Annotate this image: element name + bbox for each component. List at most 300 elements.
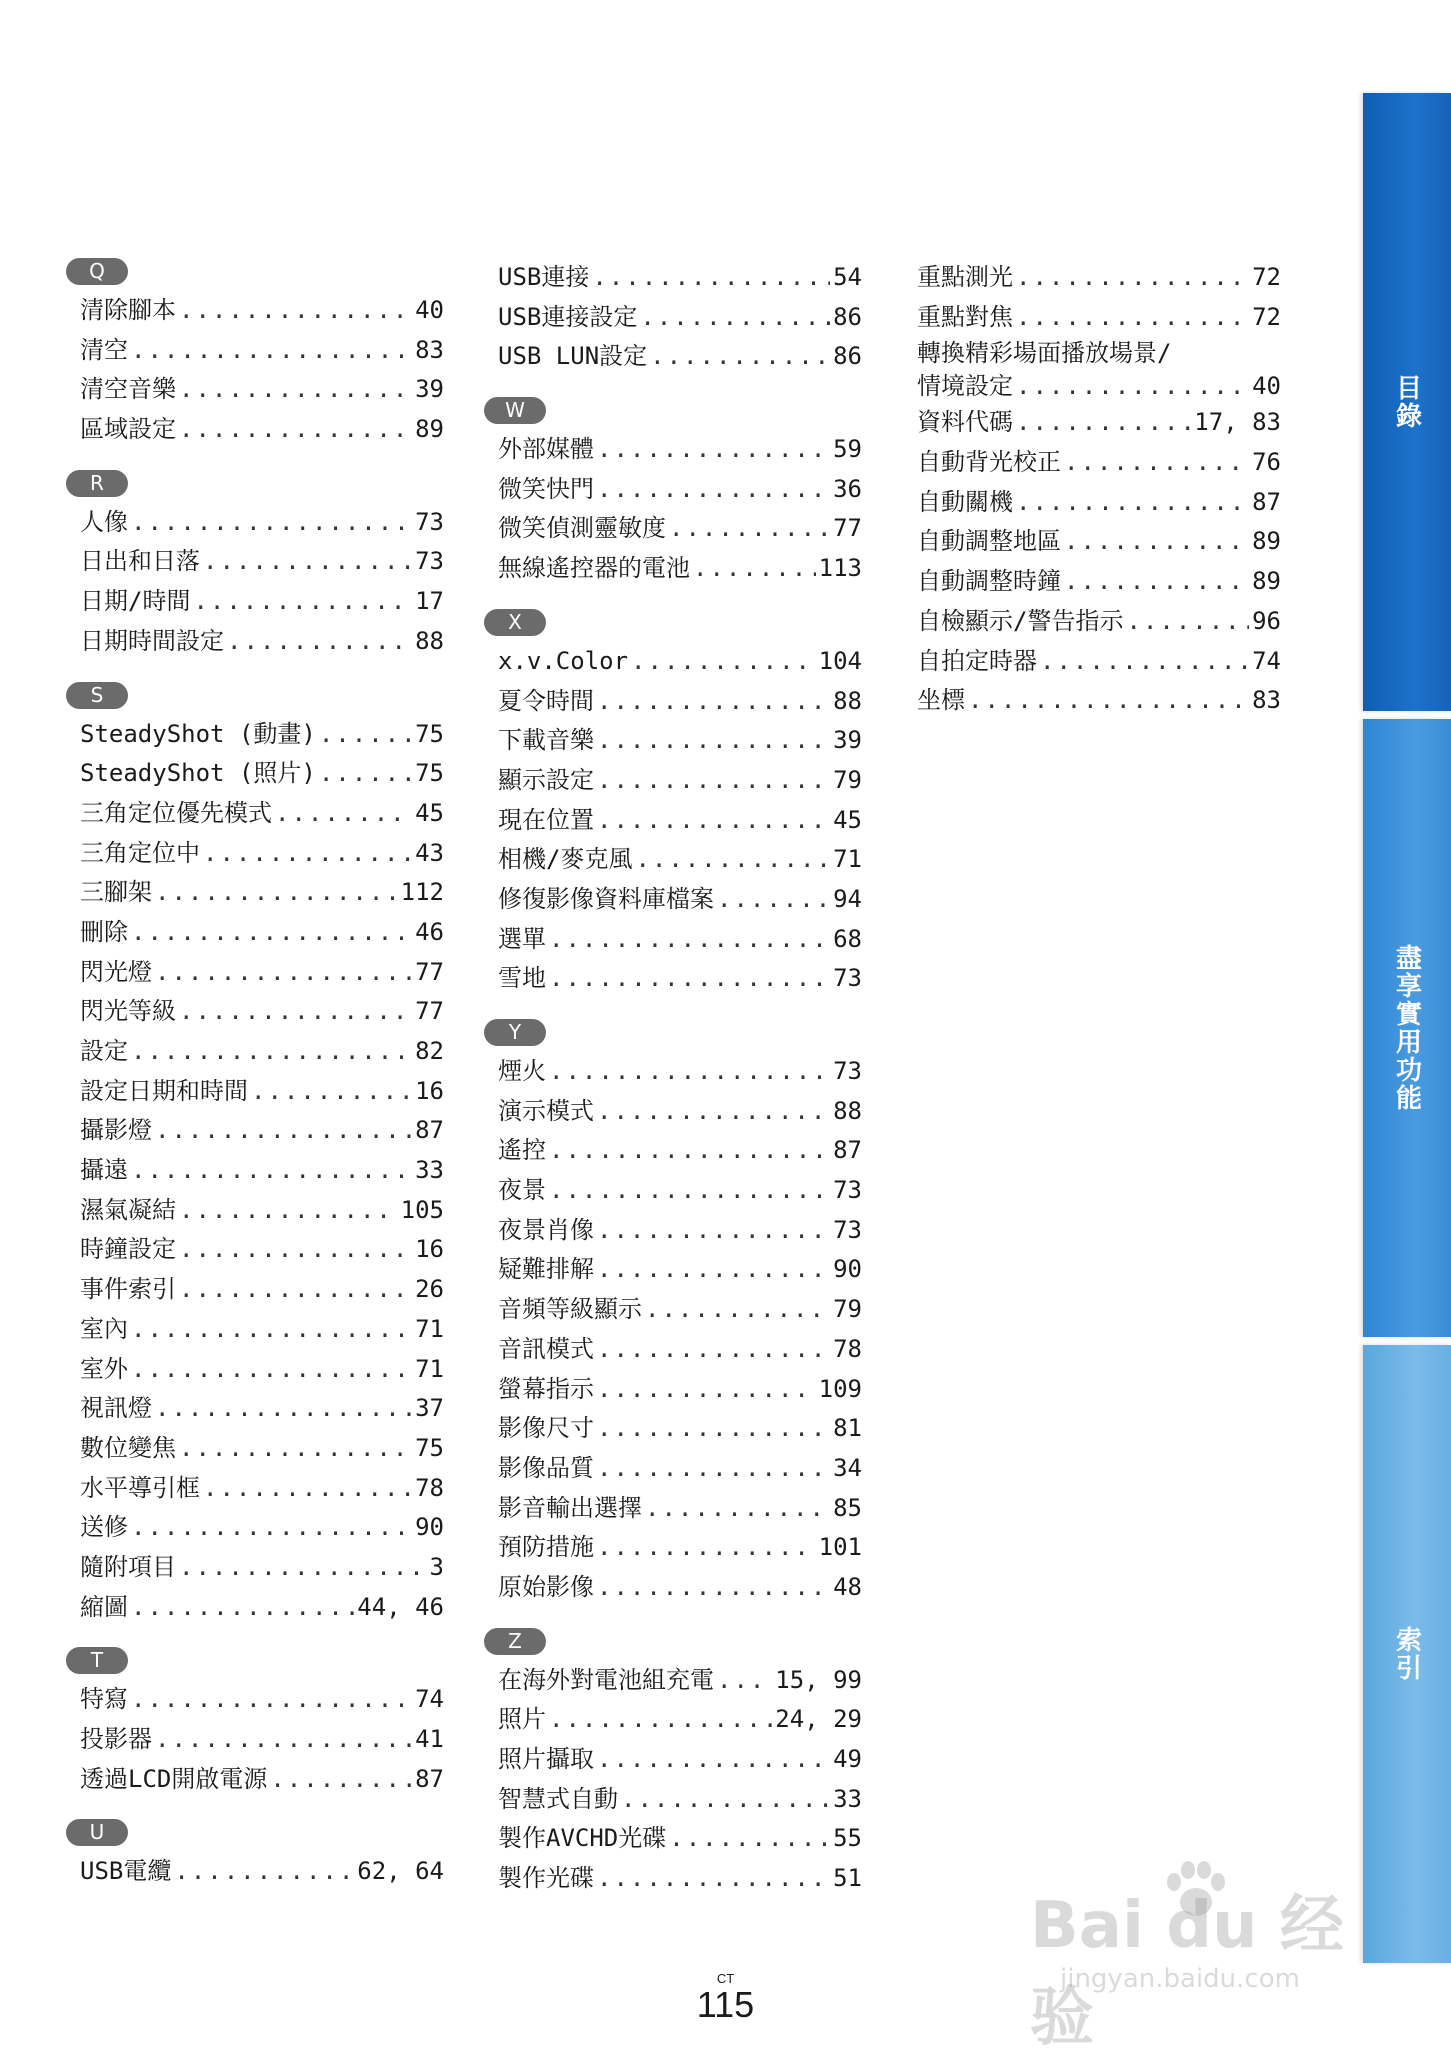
dot-leader bbox=[1064, 443, 1249, 483]
section-letter-badge: R bbox=[66, 470, 128, 497]
dot-leader bbox=[270, 1760, 412, 1800]
index-term: 自動調整地區 bbox=[917, 527, 1061, 556]
index-term: 時鐘設定 bbox=[80, 1235, 176, 1264]
dot-leader bbox=[597, 1092, 830, 1132]
section-letter-badge: Z bbox=[484, 1628, 546, 1655]
index-term: 顯示設定 bbox=[498, 765, 594, 794]
index-entry[interactable] bbox=[66, 873, 444, 913]
index-entry[interactable] bbox=[66, 1548, 444, 1588]
index-entry[interactable] bbox=[903, 642, 1281, 682]
index-page-ref[interactable]: 73 bbox=[415, 507, 444, 536]
index-entry[interactable] bbox=[66, 503, 444, 543]
dot-leader bbox=[155, 1720, 412, 1760]
index-term: 三角定位優先模式 bbox=[80, 798, 272, 827]
index-entry[interactable] bbox=[903, 258, 1281, 298]
dot-leader bbox=[131, 331, 412, 371]
index-page-ref[interactable]: 113 bbox=[818, 554, 862, 583]
tab-contents[interactable] bbox=[1363, 93, 1451, 711]
index-term: 重點測光 bbox=[917, 263, 1013, 291]
index-entry[interactable] bbox=[66, 622, 444, 662]
dot-leader bbox=[131, 913, 412, 953]
dot-leader bbox=[203, 1469, 412, 1509]
index-page-ref[interactable]: 87 bbox=[1252, 487, 1281, 516]
index-entry[interactable] bbox=[66, 370, 444, 410]
dot-leader bbox=[203, 542, 412, 582]
index-page-ref[interactable]: 75 bbox=[415, 719, 444, 748]
index-entry[interactable] bbox=[484, 430, 862, 470]
page-number-value: 115 bbox=[696, 1984, 755, 2025]
index-entry[interactable] bbox=[484, 880, 862, 920]
index-entry[interactable] bbox=[484, 1171, 862, 1211]
index-term: 預防措施 bbox=[498, 1533, 594, 1562]
index-entry[interactable] bbox=[903, 602, 1281, 642]
index-entry[interactable] bbox=[66, 1270, 444, 1310]
index-entry[interactable] bbox=[66, 1508, 444, 1548]
index-entry[interactable] bbox=[66, 1230, 444, 1270]
index-section bbox=[66, 1819, 444, 1892]
index-term: SteadyShot (動畫) bbox=[80, 719, 316, 748]
index-page-ref[interactable]: 88 bbox=[833, 1096, 862, 1125]
index-page-ref[interactable]: 77 bbox=[415, 957, 444, 986]
dot-leader bbox=[155, 953, 412, 993]
index-section bbox=[66, 258, 444, 450]
index-entry[interactable] bbox=[484, 959, 862, 999]
index-section bbox=[484, 258, 862, 377]
index-page-ref[interactable]: 85 bbox=[833, 1493, 862, 1522]
index-term: 自檢顯示/警告指示 bbox=[917, 606, 1124, 635]
dot-leader bbox=[669, 509, 830, 549]
index-page-ref[interactable]: 81 bbox=[833, 1414, 862, 1443]
index-page-ref[interactable]: 89 bbox=[1252, 527, 1281, 556]
index-term: 攝影燈 bbox=[80, 1116, 152, 1145]
dot-leader bbox=[669, 1819, 830, 1859]
index-page-ref[interactable]: 87 bbox=[415, 1116, 444, 1145]
index-entry[interactable] bbox=[484, 1409, 862, 1449]
index-entry[interactable] bbox=[66, 715, 444, 755]
index-term: 修復影像資料庫檔案 bbox=[498, 884, 714, 913]
index-entry[interactable] bbox=[66, 953, 444, 993]
index-entry[interactable] bbox=[484, 298, 862, 338]
index-entry[interactable] bbox=[903, 403, 1281, 443]
index-page-ref[interactable]: 51 bbox=[833, 1864, 862, 1893]
dot-leader bbox=[319, 754, 412, 794]
index-page-ref[interactable]: 24, 29 bbox=[775, 1705, 862, 1734]
index-page-ref[interactable]: 72 bbox=[1252, 302, 1281, 331]
index-term: 人像 bbox=[80, 507, 128, 536]
index-page-ref[interactable]: 71 bbox=[415, 1314, 444, 1343]
dot-leader bbox=[131, 503, 412, 543]
index-entry[interactable] bbox=[484, 1661, 862, 1701]
index-entry[interactable] bbox=[484, 1489, 862, 1529]
index-term: 影像品質 bbox=[498, 1453, 594, 1482]
dot-leader bbox=[621, 1780, 830, 1820]
index-entry[interactable] bbox=[66, 1720, 444, 1760]
index-page-ref[interactable]: 40 bbox=[1252, 372, 1281, 401]
index-term: 微笑快門 bbox=[498, 474, 594, 503]
index-column-3 bbox=[903, 258, 1281, 741]
index-term: 煙火 bbox=[498, 1057, 546, 1085]
index-page-ref[interactable]: 71 bbox=[415, 1354, 444, 1383]
index-entry[interactable] bbox=[484, 1250, 862, 1290]
dot-leader bbox=[640, 298, 830, 338]
index-page-ref[interactable]: 75 bbox=[415, 1433, 444, 1462]
index-page-ref[interactable]: 62, 64 bbox=[357, 1857, 444, 1886]
index-entry[interactable] bbox=[66, 1072, 444, 1112]
index-term: 數位變焦 bbox=[80, 1433, 176, 1462]
index-entry[interactable] bbox=[66, 794, 444, 834]
index-term: 坐標 bbox=[917, 686, 965, 715]
index-entry[interactable] bbox=[903, 298, 1281, 338]
dot-leader bbox=[597, 682, 830, 722]
index-term: 下載音樂 bbox=[498, 726, 594, 755]
index-term: 微笑偵測靈敏度 bbox=[498, 514, 666, 543]
index-page-ref[interactable]: 77 bbox=[415, 997, 444, 1026]
index-page-ref[interactable]: 104 bbox=[818, 646, 862, 675]
dot-leader bbox=[597, 761, 830, 801]
dot-leader bbox=[179, 1548, 427, 1588]
index-entry[interactable] bbox=[66, 410, 444, 450]
dot-leader bbox=[131, 1032, 412, 1072]
index-term: 轉換精彩場面播放場景/ bbox=[917, 339, 1172, 368]
index-entry[interactable] bbox=[66, 1111, 444, 1151]
index-term: 原始影像 bbox=[498, 1572, 594, 1601]
index-page-ref[interactable]: 89 bbox=[415, 415, 444, 444]
index-page-ref[interactable]: 73 bbox=[833, 1176, 862, 1205]
dot-leader bbox=[131, 1310, 412, 1350]
index-section bbox=[903, 258, 1281, 721]
dot-leader bbox=[597, 1370, 816, 1410]
index-page-ref[interactable]: 68 bbox=[833, 924, 862, 953]
index-page-ref[interactable]: 78 bbox=[415, 1473, 444, 1502]
index-page-ref[interactable]: 83 bbox=[1252, 686, 1281, 715]
index-term: 自拍定時器 bbox=[917, 646, 1037, 675]
index-page-ref[interactable]: 82 bbox=[415, 1037, 444, 1065]
dot-leader bbox=[155, 1389, 412, 1429]
index-entry[interactable] bbox=[484, 801, 862, 841]
index-entry[interactable] bbox=[66, 1151, 444, 1191]
index-term: 事件索引 bbox=[80, 1275, 176, 1304]
dot-leader bbox=[131, 1350, 412, 1390]
index-section bbox=[484, 1628, 862, 1899]
index-entry[interactable] bbox=[484, 1330, 862, 1370]
index-term: 外部媒體 bbox=[498, 435, 594, 464]
dot-leader bbox=[549, 1131, 830, 1171]
tab-useful-features-label: 盡享實用功能 bbox=[1391, 944, 1422, 1112]
dot-leader bbox=[1064, 562, 1249, 602]
index-term: USB LUN設定 bbox=[498, 342, 648, 371]
index-entry[interactable] bbox=[484, 1528, 862, 1568]
index-term: 演示模式 bbox=[498, 1096, 594, 1125]
index-section bbox=[66, 682, 444, 1628]
index-page-ref[interactable]: 37 bbox=[415, 1394, 444, 1423]
index-term: 日出和日落 bbox=[80, 547, 200, 576]
index-page-ref[interactable]: 39 bbox=[833, 726, 862, 755]
index-term: 遙控 bbox=[498, 1136, 546, 1165]
index-term: 區域設定 bbox=[80, 415, 176, 444]
index-page-ref[interactable]: 74 bbox=[1252, 646, 1281, 675]
dot-leader bbox=[179, 1270, 412, 1310]
index-page-ref[interactable]: 87 bbox=[415, 1764, 444, 1793]
index-entry[interactable] bbox=[66, 1588, 444, 1628]
index-page-ref[interactable]: 112 bbox=[400, 878, 444, 907]
index-page-ref[interactable]: 89 bbox=[1252, 567, 1281, 596]
index-entry[interactable] bbox=[66, 913, 444, 953]
index-entry[interactable] bbox=[66, 1469, 444, 1509]
index-entry[interactable] bbox=[66, 992, 444, 1032]
index-page-ref[interactable]: 45 bbox=[833, 805, 862, 834]
index-entry[interactable] bbox=[484, 509, 862, 549]
index-term: 自動關機 bbox=[917, 487, 1013, 516]
index-page-ref[interactable]: 26 bbox=[415, 1275, 444, 1304]
dot-leader bbox=[193, 582, 412, 622]
index-term: 清空音樂 bbox=[80, 375, 176, 404]
index-page-ref[interactable]: 54 bbox=[833, 263, 862, 291]
index-entry[interactable] bbox=[66, 582, 444, 622]
dot-leader bbox=[203, 834, 412, 874]
index-page-ref[interactable]: 16 bbox=[415, 1076, 444, 1105]
index-entry[interactable] bbox=[484, 1449, 862, 1489]
index-page-ref[interactable]: 44, 46 bbox=[357, 1592, 444, 1621]
page-number-prefix: CT bbox=[716, 1971, 735, 1986]
index-entry[interactable] bbox=[903, 483, 1281, 523]
index-term: 送修 bbox=[80, 1513, 128, 1542]
index-entry[interactable] bbox=[484, 1568, 862, 1608]
index-page-ref[interactable]: 90 bbox=[833, 1255, 862, 1284]
dot-leader bbox=[597, 721, 830, 761]
index-page-ref[interactable]: 59 bbox=[833, 435, 862, 464]
index-term: 設定日期和時間 bbox=[80, 1076, 248, 1105]
index-entry[interactable] bbox=[66, 834, 444, 874]
tab-contents-label: 目錄 bbox=[1391, 374, 1422, 430]
dot-leader bbox=[597, 1568, 830, 1608]
index-entry[interactable] bbox=[66, 1191, 444, 1231]
dot-leader bbox=[1040, 642, 1249, 682]
index-term-continued: 情境設定 bbox=[917, 372, 1013, 401]
index-entry[interactable] bbox=[66, 1310, 444, 1350]
section-letter-badge: S bbox=[66, 682, 128, 709]
dot-leader bbox=[597, 1859, 830, 1899]
index-term: 水平導引框 bbox=[80, 1473, 200, 1502]
index-entry[interactable] bbox=[903, 681, 1281, 721]
index-term: 智慧式自動 bbox=[498, 1784, 618, 1813]
index-page-ref[interactable]: 86 bbox=[833, 342, 862, 371]
dot-leader bbox=[597, 1740, 830, 1780]
index-entry[interactable] bbox=[484, 1859, 862, 1899]
index-entry[interactable] bbox=[66, 1032, 444, 1072]
index-term: x.v.Color bbox=[498, 646, 629, 675]
index-page-ref[interactable]: 49 bbox=[833, 1745, 862, 1773]
index-page-ref[interactable]: 15, 99 bbox=[775, 1665, 862, 1694]
index-term: 攝遠 bbox=[80, 1156, 128, 1185]
index-page-ref[interactable]: 33 bbox=[415, 1156, 444, 1185]
index-term: 隨附項目 bbox=[80, 1552, 176, 1581]
index-entry[interactable] bbox=[484, 1092, 862, 1132]
index-entry[interactable] bbox=[66, 1350, 444, 1390]
index-entry[interactable] bbox=[484, 1370, 862, 1410]
index-page-ref[interactable]: 88 bbox=[415, 626, 444, 655]
index-entry[interactable] bbox=[484, 1211, 862, 1251]
index-entry[interactable] bbox=[903, 522, 1281, 562]
index-page-ref[interactable]: 73 bbox=[415, 547, 444, 576]
index-term: 雪地 bbox=[498, 964, 546, 993]
index-entry[interactable] bbox=[484, 1290, 862, 1330]
dot-leader bbox=[131, 1588, 354, 1628]
index-term: 夜景肖像 bbox=[498, 1215, 594, 1244]
index-page-ref[interactable]: 101 bbox=[818, 1533, 862, 1562]
index-page-ref[interactable]: 76 bbox=[1252, 448, 1281, 477]
index-page-ref[interactable]: 74 bbox=[415, 1685, 444, 1714]
index-term: 日期時間設定 bbox=[80, 626, 224, 655]
dot-leader bbox=[174, 1852, 354, 1892]
dot-leader bbox=[549, 959, 830, 999]
index-entry[interactable] bbox=[66, 1760, 444, 1800]
index-column-2 bbox=[484, 258, 862, 1919]
dot-leader bbox=[597, 1528, 816, 1568]
index-entry[interactable] bbox=[484, 682, 862, 722]
index-term: 自動調整時鐘 bbox=[917, 567, 1061, 596]
index-page-ref[interactable]: 55 bbox=[833, 1824, 862, 1853]
index-entry[interactable] bbox=[484, 920, 862, 960]
dot-leader bbox=[693, 549, 816, 589]
index-entry[interactable] bbox=[484, 549, 862, 589]
index-entry[interactable] bbox=[484, 1780, 862, 1820]
index-entry[interactable] bbox=[66, 1852, 444, 1892]
index-entry[interactable] bbox=[66, 754, 444, 794]
dot-leader bbox=[597, 1250, 830, 1290]
index-entry[interactable] bbox=[903, 562, 1281, 602]
index-page-ref[interactable]: 78 bbox=[833, 1334, 862, 1363]
index-page-ref[interactable]: 75 bbox=[415, 759, 444, 788]
index-term: 縮圖 bbox=[80, 1592, 128, 1621]
dot-leader bbox=[1126, 602, 1249, 642]
index-term: 無線遙控器的電池 bbox=[498, 554, 690, 583]
index-page-ref[interactable]: 86 bbox=[833, 302, 862, 331]
tab-useful-features[interactable] bbox=[1363, 719, 1451, 1337]
dot-leader bbox=[717, 880, 830, 920]
dot-leader bbox=[131, 1680, 412, 1720]
dot-leader bbox=[179, 1191, 398, 1231]
index-page-ref[interactable]: 36 bbox=[833, 474, 862, 503]
index-page-ref[interactable]: 48 bbox=[833, 1572, 862, 1601]
index-page-ref[interactable]: 41 bbox=[415, 1725, 444, 1753]
section-letter-badge: T bbox=[66, 1647, 128, 1674]
dot-leader bbox=[155, 873, 398, 913]
index-entry[interactable] bbox=[66, 291, 444, 331]
index-page-ref[interactable]: 79 bbox=[833, 1295, 862, 1324]
index-page-ref[interactable]: 94 bbox=[833, 884, 862, 913]
index-page-ref[interactable]: 43 bbox=[415, 838, 444, 867]
index-entry[interactable] bbox=[484, 258, 862, 298]
index-entry[interactable] bbox=[484, 721, 862, 761]
index-page-ref[interactable]: 46 bbox=[415, 917, 444, 946]
section-letter-badge: W bbox=[484, 397, 546, 424]
index-term: SteadyShot (照片) bbox=[80, 759, 316, 788]
index-page-ref[interactable]: 109 bbox=[818, 1374, 862, 1403]
index-entry[interactable] bbox=[484, 1819, 862, 1859]
index-page-ref[interactable]: 105 bbox=[400, 1195, 444, 1224]
index-entry[interactable] bbox=[484, 1740, 862, 1780]
index-entry[interactable] bbox=[66, 331, 444, 371]
section-letter-badge: Y bbox=[484, 1019, 546, 1046]
index-page-ref[interactable]: 96 bbox=[1252, 606, 1281, 635]
dot-leader bbox=[1016, 483, 1249, 523]
index-term: 影像尺寸 bbox=[498, 1414, 594, 1443]
index-entry[interactable] bbox=[66, 1429, 444, 1469]
index-entry[interactable] bbox=[484, 337, 862, 377]
index-entry[interactable] bbox=[66, 542, 444, 582]
watermark-url: jingyan.baidu.com bbox=[1060, 1964, 1300, 1994]
index-page-ref[interactable]: 16 bbox=[415, 1235, 444, 1264]
index-page-ref[interactable]: 40 bbox=[415, 296, 444, 324]
index-page-ref[interactable]: 3 bbox=[429, 1552, 444, 1581]
index-entry[interactable] bbox=[484, 840, 862, 880]
dot-leader bbox=[597, 430, 830, 470]
index-page-ref[interactable]: 33 bbox=[833, 1784, 862, 1813]
index-entry[interactable] bbox=[66, 1680, 444, 1720]
dot-leader bbox=[227, 622, 412, 662]
index-page-ref[interactable]: 34 bbox=[833, 1453, 862, 1482]
index-page-ref[interactable]: 88 bbox=[833, 686, 862, 715]
index-entry[interactable] bbox=[484, 642, 862, 682]
index-term: 在海外對電池組充電 bbox=[498, 1665, 714, 1694]
index-entry[interactable] bbox=[903, 443, 1281, 483]
dot-leader bbox=[597, 1409, 830, 1449]
index-term: 音頻等級顯示 bbox=[498, 1295, 642, 1324]
index-term: 夏令時間 bbox=[498, 686, 594, 715]
index-term: USB連接設定 bbox=[498, 302, 638, 331]
index-entry[interactable] bbox=[66, 1389, 444, 1429]
index-term: 選單 bbox=[498, 924, 546, 953]
index-page-ref[interactable]: 17, 83 bbox=[1194, 408, 1281, 437]
index-page-ref[interactable]: 73 bbox=[833, 1057, 862, 1085]
baidu-watermark bbox=[1030, 1860, 1380, 2055]
dot-leader bbox=[631, 642, 816, 682]
index-entry[interactable] bbox=[903, 337, 1281, 403]
index-page-ref[interactable]: 87 bbox=[833, 1136, 862, 1165]
index-entry[interactable] bbox=[484, 1052, 862, 1092]
index-page-ref[interactable]: 39 bbox=[415, 375, 444, 404]
index-term: 閃光燈 bbox=[80, 957, 152, 986]
index-entry[interactable] bbox=[484, 761, 862, 801]
dot-leader bbox=[1016, 298, 1249, 338]
index-term: 透過LCD開啟電源 bbox=[80, 1764, 268, 1793]
dot-leader bbox=[1016, 258, 1249, 298]
dot-leader bbox=[179, 291, 412, 331]
index-term: 製作AVCHD光碟 bbox=[498, 1824, 667, 1853]
index-term: 視訊燈 bbox=[80, 1394, 152, 1423]
section-letter-badge: U bbox=[66, 1819, 128, 1846]
index-term: 清空 bbox=[80, 335, 128, 364]
index-term: 刪除 bbox=[80, 917, 128, 946]
dot-leader bbox=[597, 470, 830, 510]
index-entry[interactable] bbox=[484, 1131, 862, 1171]
dot-leader bbox=[717, 1661, 772, 1701]
dot-leader bbox=[549, 1052, 830, 1092]
index-page-ref[interactable]: 79 bbox=[833, 765, 862, 794]
index-page-ref[interactable]: 72 bbox=[1252, 263, 1281, 291]
index-term: 疑難排解 bbox=[498, 1255, 594, 1284]
index-page-ref[interactable]: 77 bbox=[833, 514, 862, 543]
index-page-ref[interactable]: 45 bbox=[415, 798, 444, 827]
index-page-ref[interactable]: 90 bbox=[415, 1513, 444, 1542]
index-page-ref[interactable]: 17 bbox=[415, 587, 444, 616]
index-entry[interactable] bbox=[484, 1700, 862, 1740]
index-page-ref[interactable]: 73 bbox=[833, 964, 862, 993]
index-page-ref[interactable]: 73 bbox=[833, 1215, 862, 1244]
index-page-ref[interactable]: 71 bbox=[833, 845, 862, 874]
index-entry[interactable] bbox=[484, 470, 862, 510]
index-page-ref[interactable]: 83 bbox=[415, 335, 444, 364]
